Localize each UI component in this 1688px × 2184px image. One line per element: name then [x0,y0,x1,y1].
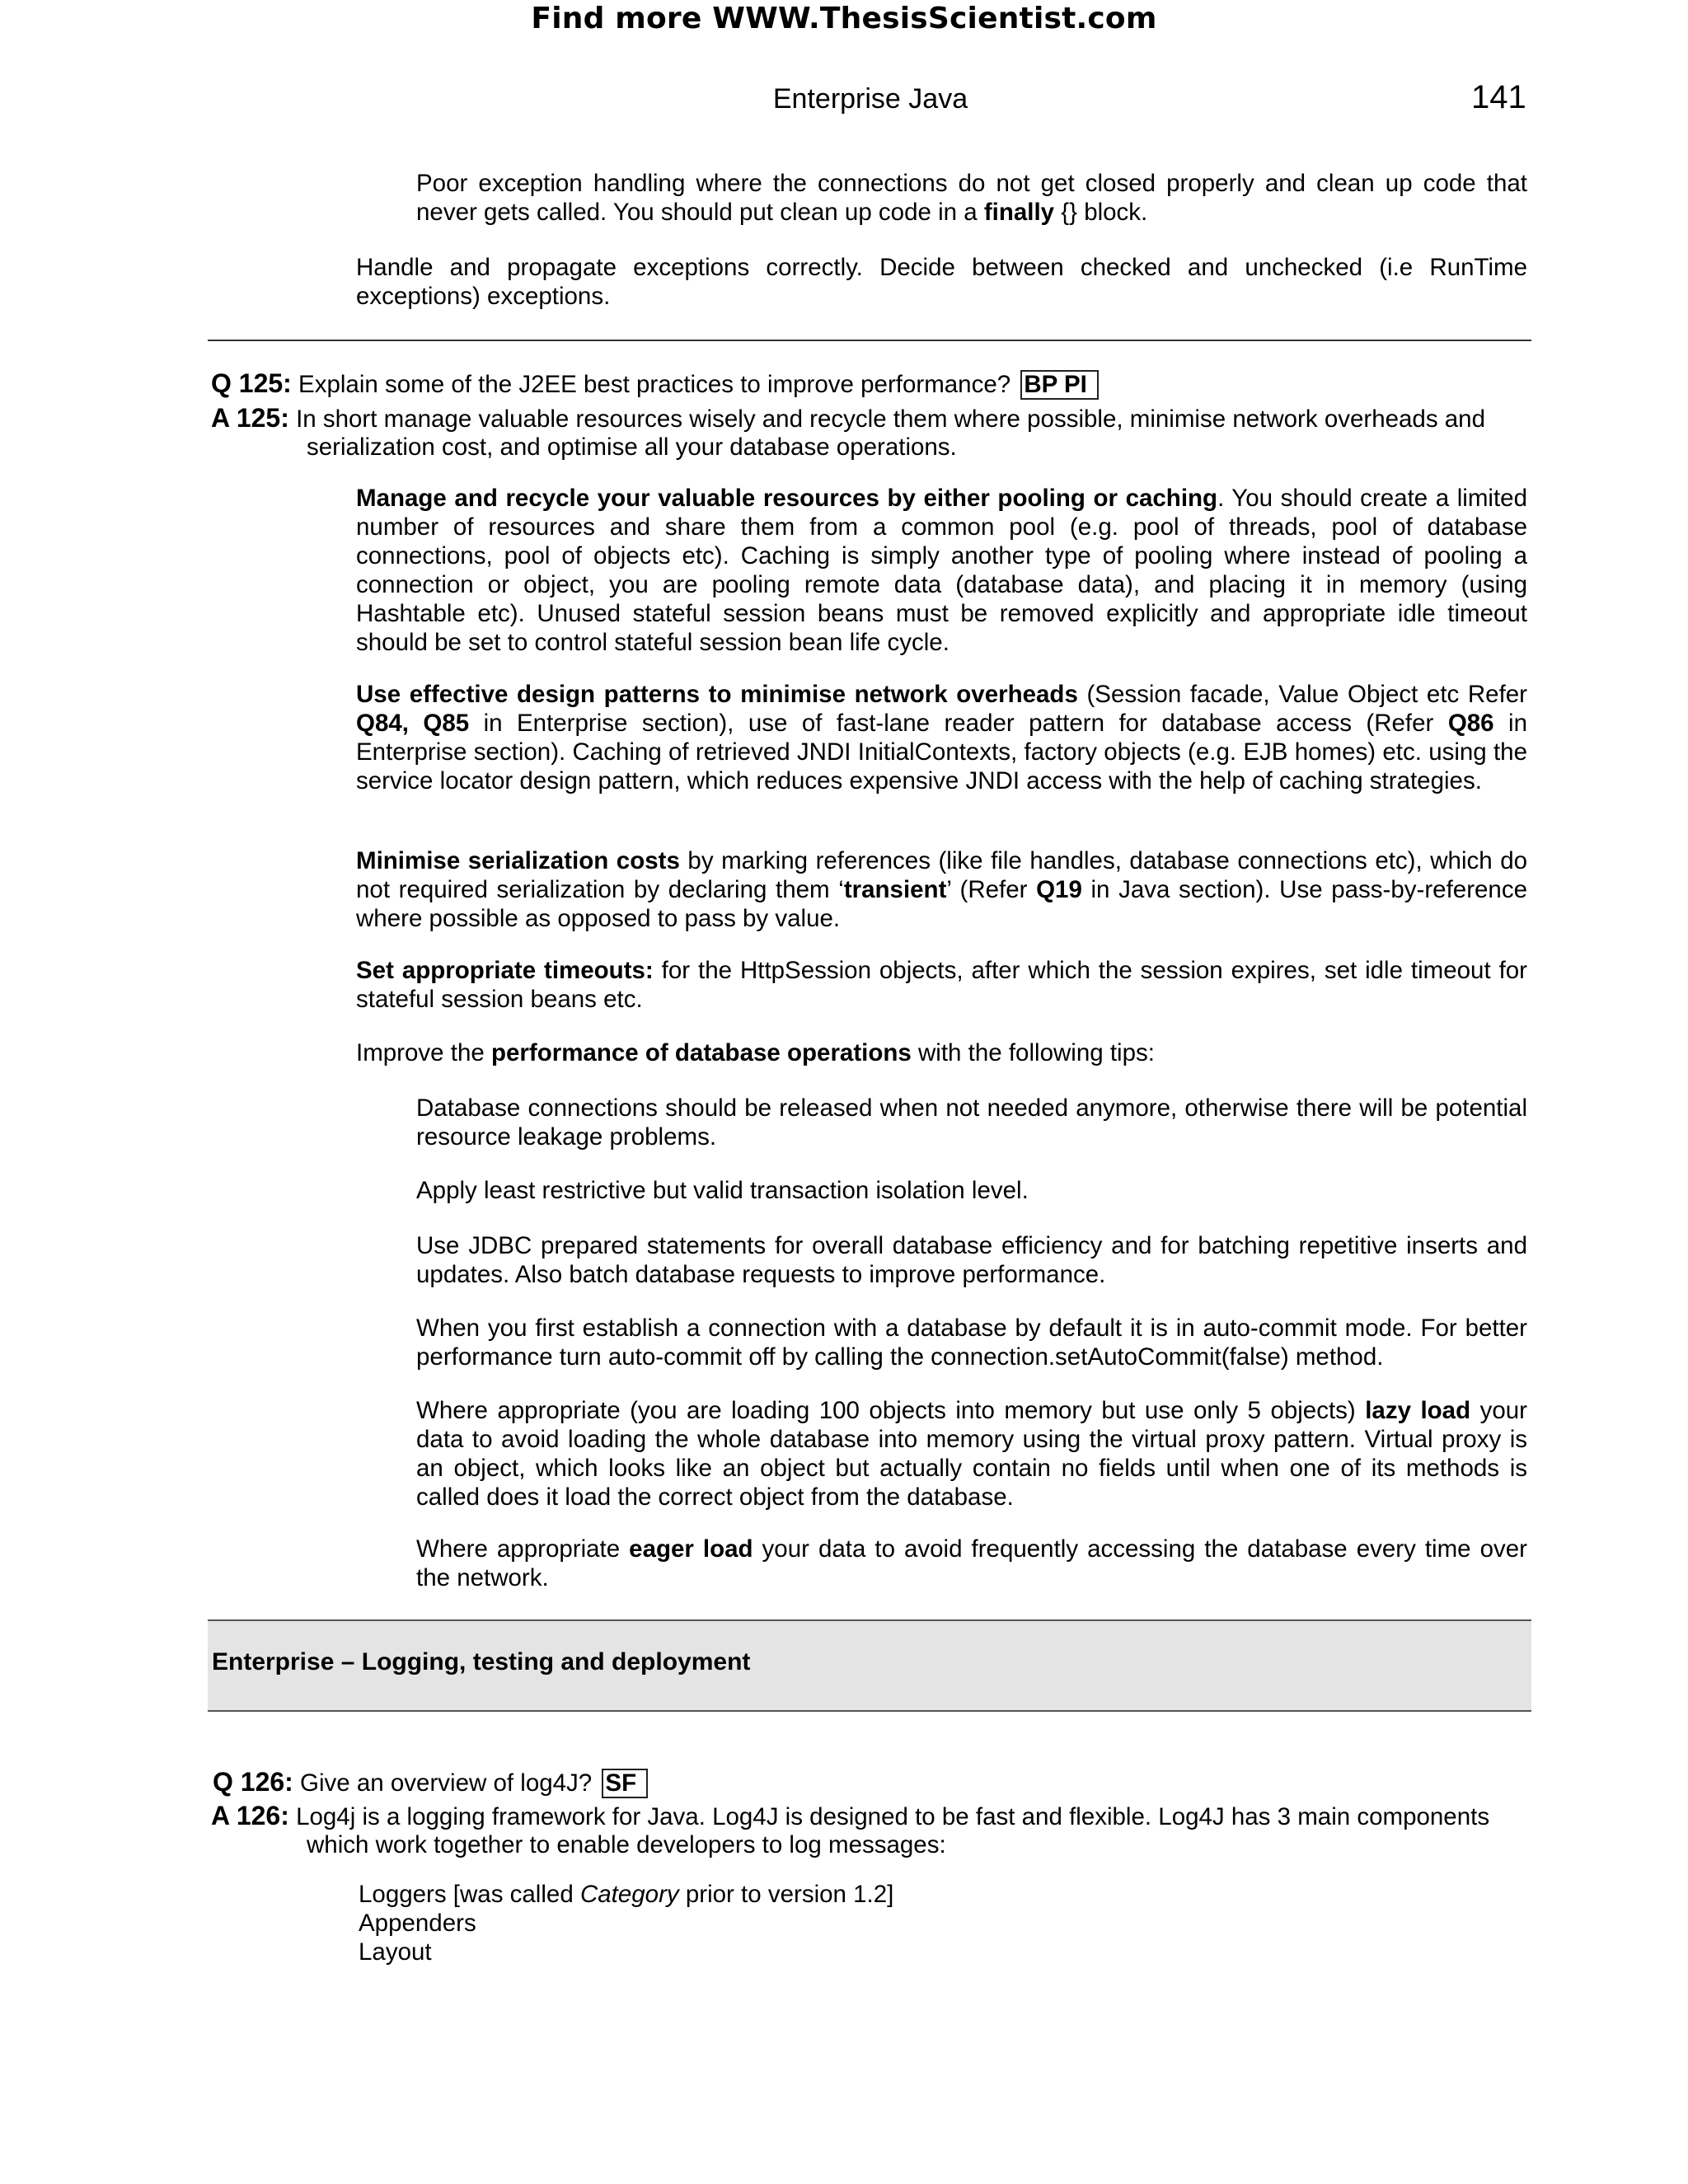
practice-text: Improve the [356,1039,491,1066]
list-item [359,1880,893,1909]
question-label: Q 126: [213,1767,293,1797]
answer-label: A 126: [211,1801,289,1830]
answer-text: In short manage valuable resources wisely and recycle them where possible, minimise network overheads and [296,405,1485,433]
section-header [208,1619,1531,1712]
practice-text: in Enterprise section). Caching of retrieved JNDI InitialContexts, factory objects (e.g. EJB homes) etc. using the service locator design pattern, which reduces expensive JNDI access with the help of caching strategies. [356,710,1527,794]
question-125 [211,369,1099,400]
list-item-term: Category [579,1881,679,1908]
practice-database [356,1038,1527,1067]
answer-125 [211,404,1485,434]
question-ref: Q19 [1036,876,1082,903]
component-list [359,1880,893,1966]
intro-text: Handle and propagate exceptions correctly. Decide between checked and unchecked (i.e RunTime exceptions) exceptions. [356,254,1527,310]
tip-text: Where appropriate (you are loading 100 objects into memory but use only 5 objects) [416,1397,1366,1424]
db-tip [416,1094,1527,1151]
question-label: Q 125: [211,368,292,398]
keyword: transient [843,876,947,903]
divider [208,340,1531,341]
answer-text-cont: serialization cost, and optimise all your database operations. [307,434,957,461]
practice-timeouts [356,956,1527,1014]
practice-pooling [356,484,1527,657]
db-tip [416,1396,1527,1511]
practice-heading: Set appropriate timeouts: [356,957,654,984]
practice-patterns [356,680,1527,795]
question-ref: Q86 [1447,710,1494,737]
intro-keyword: finally [983,199,1055,226]
list-item-text: Loggers [was called [359,1881,580,1908]
intro-bullet [416,169,1527,227]
practice-text: in Enterprise section), use of fast-lane reader pattern for database access (Refer [469,710,1448,737]
keyword: eager load [629,1535,753,1563]
question-ref: Q84, Q85 [356,710,470,737]
category-tag: BP PI [1020,370,1099,400]
practice-text: ’ (Refer [946,876,1037,903]
practice-text: with the following tips: [911,1039,1155,1066]
practice-heading: Manage and recycle your valuable resources by either pooling or caching [356,485,1218,512]
running-header: Enterprise Java [772,83,968,115]
tip-text: When you first establish a connection with a database by default it is in auto-commit mode. For better performance turn auto-commit off by calling the connection.setAutoCommit(false) method. [416,1315,1527,1371]
tip-text: your data to avoid frequently accessing the database every time over the network. [416,1535,1527,1591]
tip-text: Use JDBC prepared statements for overall database efficiency and for batching repetitive inserts and updates. Also batch database requests to improve performance. [416,1232,1527,1288]
list-item: Layout [359,1938,432,1966]
list-item: Appenders [359,1910,476,1937]
db-tip [416,1535,1527,1592]
answer-text-cont: which work together to enable developers to log messages: [307,1831,946,1858]
db-tip [416,1176,1527,1205]
db-tip [416,1231,1527,1289]
intro-paragraph [356,253,1527,311]
question-text: Explain some of the J2EE best practices to improve performance? [298,371,1011,398]
intro-text: Poor exception handling where the connections do not get closed properly and clean up code that never gets called. You should put clean up code in a [416,170,1527,226]
category-tag: SF [602,1769,648,1798]
answer-label: A 125: [211,403,289,433]
site-banner: Find more WWW.ThesisScientist.com [531,2,1157,35]
practice-heading: performance of database operations [490,1039,912,1066]
practice-heading: Minimise serialization costs [356,847,680,874]
practice-text: in Java section). Use pass-by-reference where possible as opposed to pass by value. [356,876,1527,932]
practice-text: by marking references (like file handles, database connections etc), which do not required serialization by declaring them ‘ [356,847,1528,903]
practice-serialization [356,846,1527,933]
db-tip [416,1314,1527,1371]
practice-heading: Use effective design patterns to minimise network overheads [356,681,1078,708]
list-item-text: prior to version 1.2] [678,1881,894,1908]
page-number: 141 [1471,79,1526,115]
tip-text: Database connections should be released when not needed anymore, otherwise there will be potential resource leakage problems. [416,1094,1527,1151]
question-text: Give an overview of log4J? [300,1769,593,1797]
section-title: Enterprise – Logging, testing and deployment [212,1648,751,1675]
practice-text: . You should create a limited number of resources and share them from a common pool (e.g. pool of threads, pool of database connections, pool of objects etc). Caching is simply another type of pooling where instead of pooling a connection or object, you are pooling remote data (database data), and placing it in memory (using Hashtable etc). Unused stateful session beans must be removed explicitly and appropriate idle timeout should be set to control stateful session bean life cycle. [356,485,1527,656]
intro-text: {} block. [1054,199,1148,226]
practice-text: for the HttpSession objects, after which the session expires, set idle timeout for stateful session beans etc. [356,957,1527,1013]
keyword: lazy load [1365,1397,1471,1424]
tip-text: Where appropriate [416,1535,630,1563]
answer-text: Log4j is a logging framework for Java. Log4J is designed to be fast and flexible. Log4J has 3 main components [296,1803,1490,1830]
question-126 [213,1768,648,1798]
answer-126 [211,1802,1489,1831]
tip-text: your data to avoid loading the whole database into memory using the virtual proxy pattern. Virtual proxy is an object, which looks like an object but actually contain no fields until when one of its methods is called does it load the correct object from the database. [416,1397,1527,1511]
tip-text: Apply least restrictive but valid transaction isolation level. [416,1177,1029,1204]
practice-text: (Session facade, Value Object etc Refer [1077,681,1527,708]
